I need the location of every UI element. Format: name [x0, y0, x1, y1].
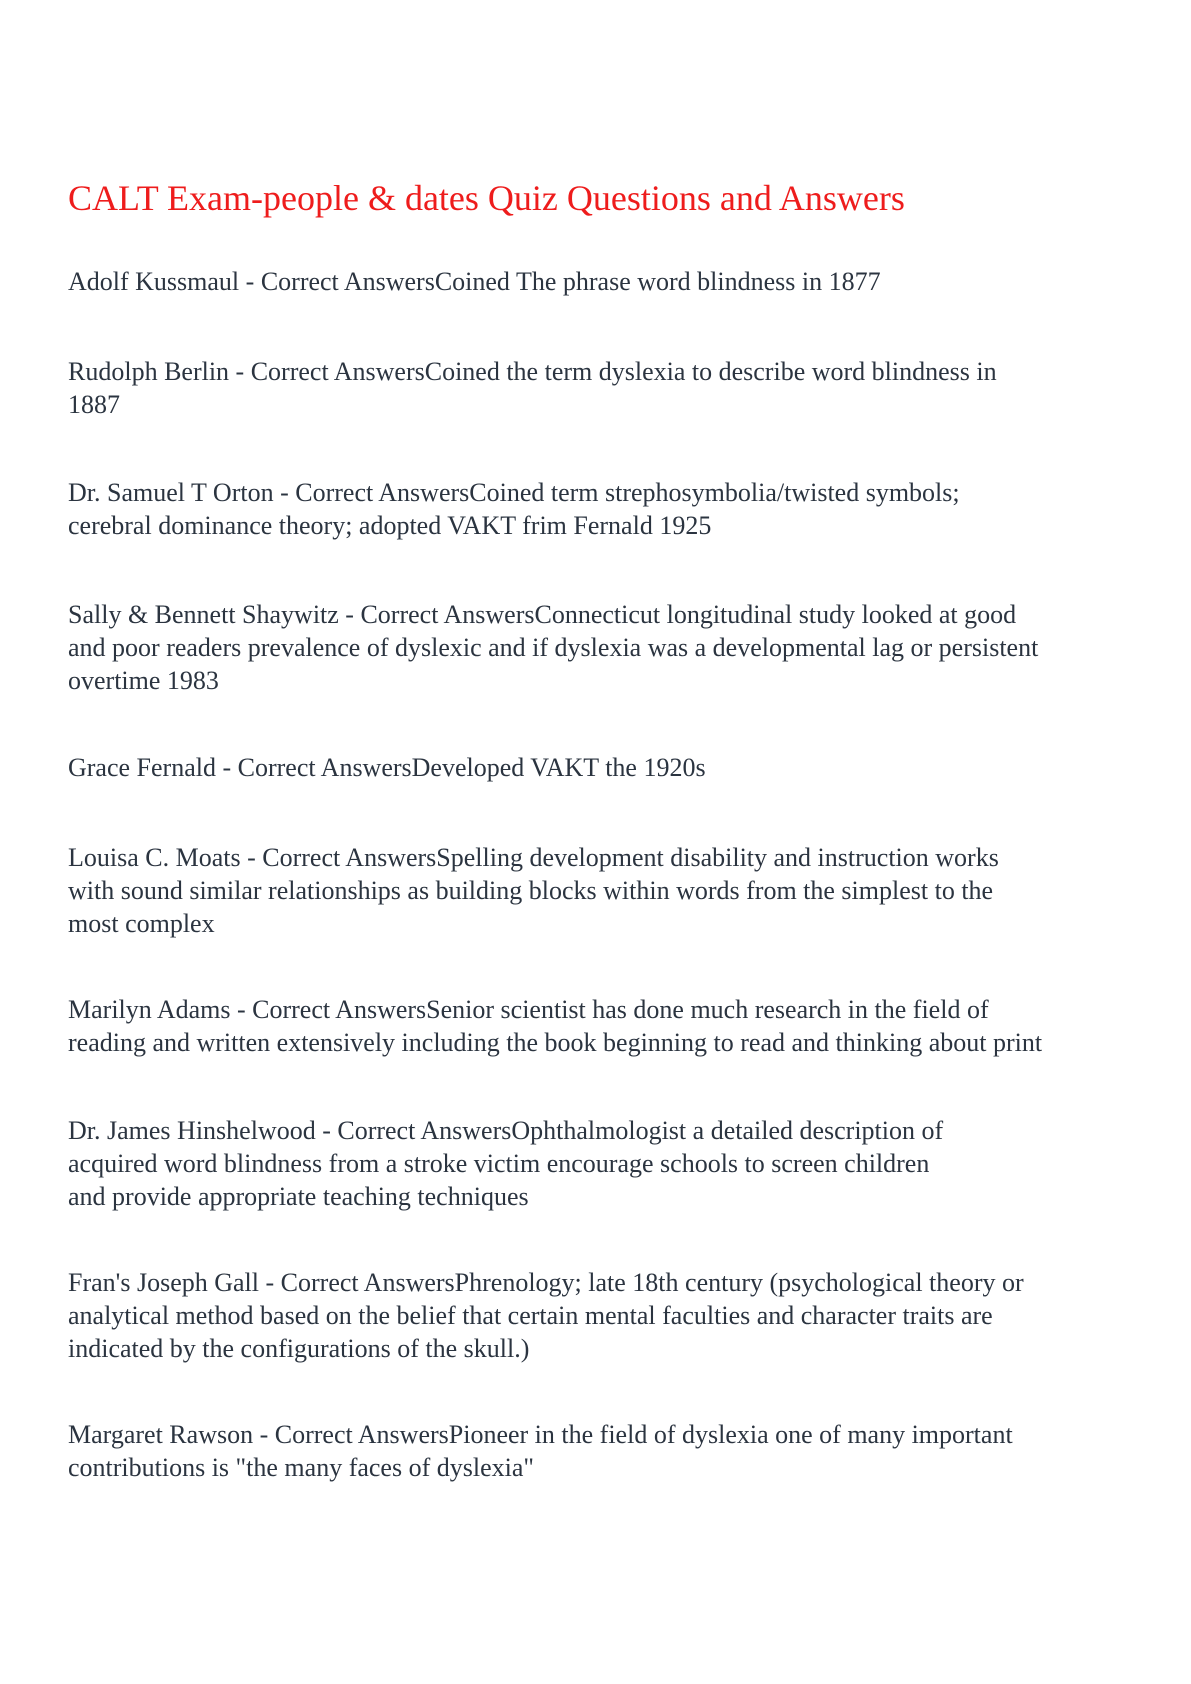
qa-entry-joseph-gall — [68, 1266, 1138, 1365]
qa-entry-line: analytical method based on the belief that certain mental faculties and character traits are — [68, 1301, 993, 1330]
qa-entry-line: acquired word blindness from a stroke victim encourage schools to screen children — [68, 1149, 930, 1178]
qa-entry-rudolph-berlin — [68, 355, 1138, 421]
qa-entry-line: Louisa C. Moats - Correct AnswersSpelling development disability and instruction works — [68, 843, 999, 872]
qa-entry-shaywitz — [68, 598, 1138, 697]
qa-entry-adolf-kussmaul — [68, 265, 1138, 298]
qa-entry-line: Sally & Bennett Shaywitz - Correct AnswersConnecticut longitudinal study looked at good — [68, 600, 1017, 629]
qa-entry-line: with sound similar relationships as building blocks within words from the simplest to the — [68, 876, 994, 905]
qa-entry-james-hinshelwood — [68, 1114, 1138, 1213]
qa-entry-margaret-rawson — [68, 1418, 1138, 1484]
qa-entry-louisa-moats — [68, 841, 1138, 940]
qa-entry-line: Rudolph Berlin - Correct AnswersCoined the term dyslexia to describe word blindness in — [68, 357, 997, 386]
qa-entry-line: Dr. James Hinshelwood - Correct AnswersOphthalmologist a detailed description of — [68, 1116, 944, 1145]
qa-entry-line: Marilyn Adams - Correct AnswersSenior scientist has done much research in the field of — [68, 995, 989, 1024]
qa-entry-line: and poor readers prevalence of dyslexic and if dyslexia was a developmental lag or persistent — [68, 633, 1039, 662]
document-title: CALT Exam-people & dates Quiz Questions and Answers — [68, 178, 905, 218]
qa-entry-line: indicated by the configurations of the skull.) — [68, 1334, 530, 1363]
qa-entry-line: Grace Fernald - Correct AnswersDeveloped VAKT the 1920s — [68, 753, 706, 782]
qa-entry-line: most complex — [68, 909, 215, 938]
qa-entry-line: contributions is "the many faces of dyslexia" — [68, 1453, 535, 1482]
qa-entry-line: 1887 — [68, 390, 120, 419]
qa-entry-line: reading and written extensively including the book beginning to read and thinking about print — [68, 1028, 1043, 1057]
qa-entry-line: overtime 1983 — [68, 666, 219, 695]
qa-entry-line: Adolf Kussmaul - Correct AnswersCoined The phrase word blindness in 1877 — [68, 267, 881, 296]
qa-entry-samuel-orton — [68, 476, 1138, 542]
qa-entry-grace-fernald — [68, 751, 1138, 784]
qa-entry-line: cerebral dominance theory; adopted VAKT frim Fernald 1925 — [68, 511, 712, 540]
qa-entry-line: Dr. Samuel T Orton - Correct AnswersCoined term strephosymbolia/twisted symbols; — [68, 478, 960, 507]
qa-entry-line: Margaret Rawson - Correct AnswersPioneer in the field of dyslexia one of many important — [68, 1420, 1013, 1449]
qa-entry-marilyn-adams — [68, 993, 1138, 1059]
qa-entry-line: and provide appropriate teaching techniques — [68, 1182, 529, 1211]
qa-entry-line: Fran's Joseph Gall - Correct AnswersPhrenology; late 18th century (psychological theory or — [68, 1268, 1024, 1297]
